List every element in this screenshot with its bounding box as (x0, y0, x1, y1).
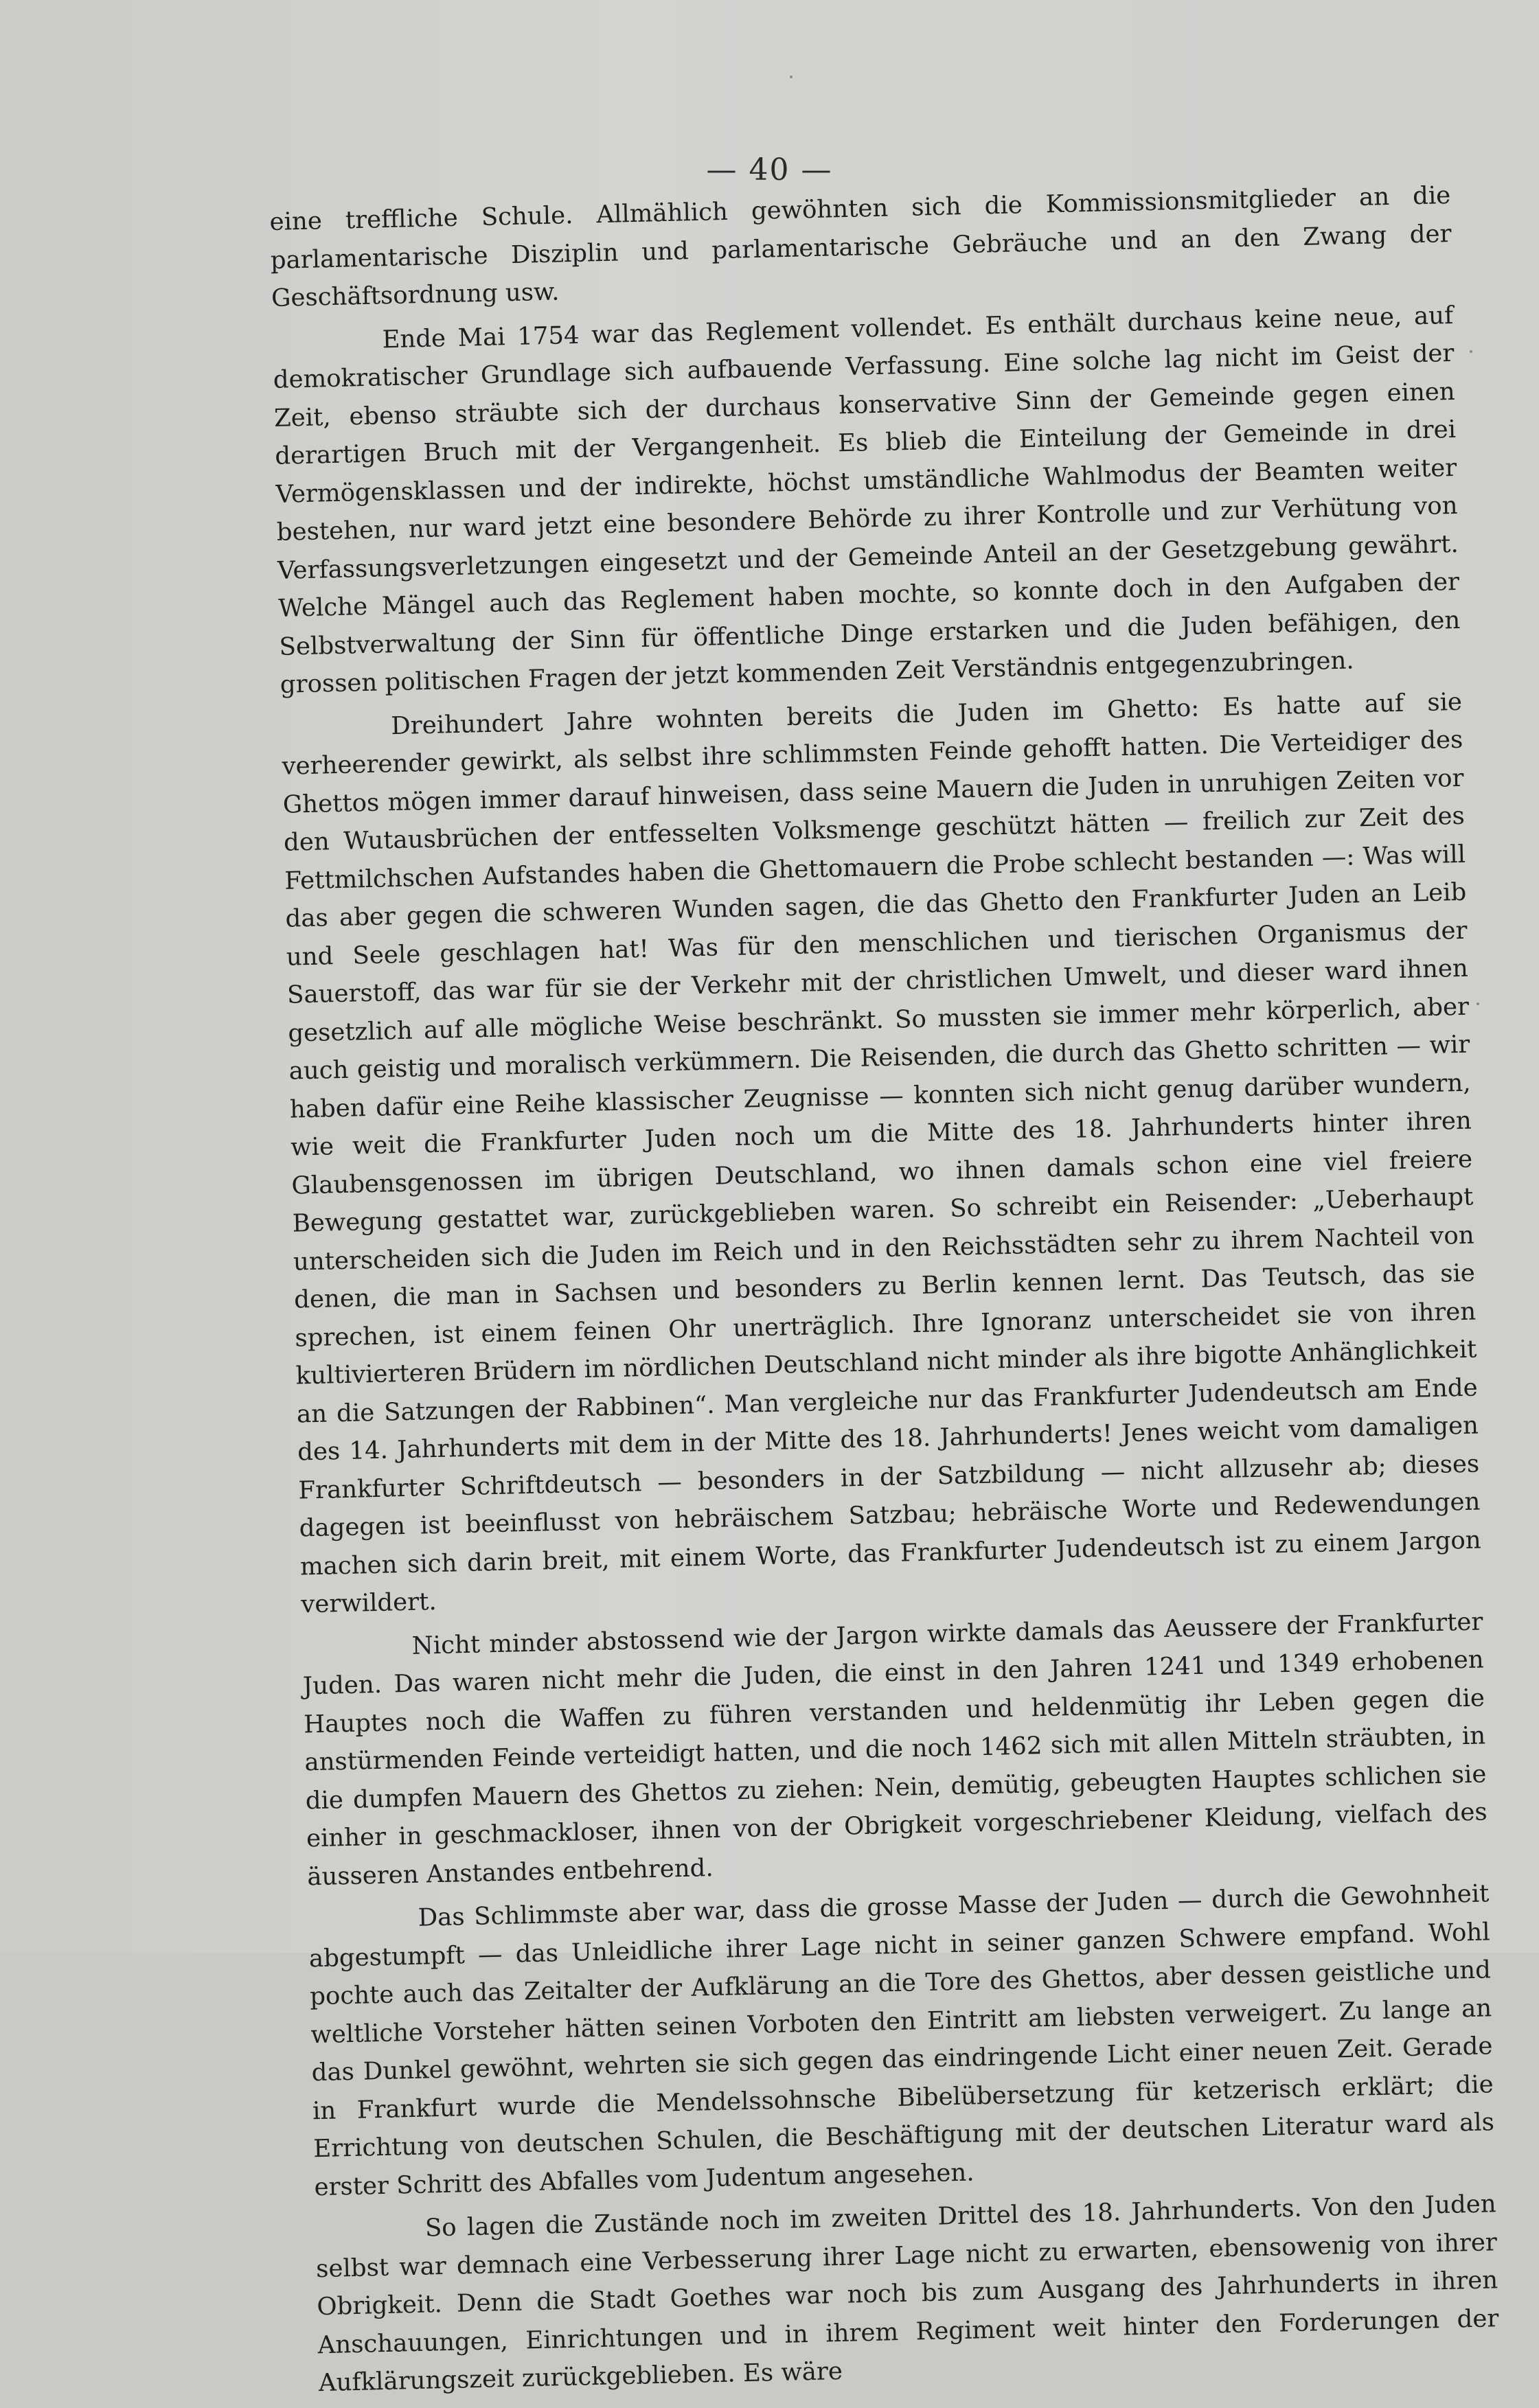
page-number: — 40 — (706, 152, 833, 187)
paragraph-1: eine treffliche Schule. Allmählich gewöhnten sich die Kommissionsmitglieder an die parlamentarische Disziplin und parlamentarische Gebräuche und an den Zwang der Geschäftsordnung usw. (269, 181, 1452, 312)
dust-speck (1477, 1002, 1479, 1005)
paragraph-3: Dreihundert Jahre wohnten bereits die Juden im Ghetto: Es hatte auf sie verheerender gewirkt, als selbst ihre schlimmsten Feinde gehofft hatten. Die Verteidiger des Ghettos mögen immer darauf hinweisen, dass seine Mauern die Juden in unruhigen Zeiten vor den Wutausbrüchen der entfesselten Volksmenge geschützt hätten — freilich zur Zeit des Fettmilchschen Aufstandes haben die Ghettomauern die Probe schlecht bestanden —: Was will das aber gegen die schweren Wunden sagen, die das Ghetto den Frankfurter Juden an Leib und Seele geschlagen hat! Was für den menschlichen und tierischen Organismus der Sauerstoff, das war für sie der Verkehr mit der christlichen Umwelt, und dieser ward ihnen gesetzlich auf alle mögliche Weise beschränkt. So mussten sie immer mehr körperlich, aber auch geistig und moralisch verkümmern. Die Reisenden, die durch das Ghetto schritten — wir haben dafür eine Reihe klassischer Zeugnisse — konnten sich nicht genug darüber wundern, wie weit die Frankfurter Juden noch um die Mitte des 18. Jahrhunderts hinter ihren Glaubensgenossen im übrigen Deutschland, wo ihnen damals schon eine viel freiere Bewegung gestattet war, zurückgeblieben waren. So schreibt ein Reisender: „Ueberhaupt unterscheiden sich die Juden im Reich und in den Reichsstädten sehr zu ihrem Nachteil von denen, die man in Sachsen und besonders zu Berlin kennen lernt. Das Teutsch, das sie sprechen, ist einem feinen Ohr unerträglich. Ihre Ignoranz unterscheidet sie von ihren kultivierteren Brüdern im nördlichen Deutschland nicht minder als ihre bigotte Anhänglichkeit an die Satzungen der Rabbinen“. Man vergleiche nur das Frankfurter Judendeutsch am Ende des 14. Jahrhunderts mit dem in der Mitte des 18. Jahrhunderts! Jenes weicht vom damaligen Frankfurter Schriftdeutsch — besonders in der Satzbildung — nicht allzusehr ab; dieses dagegen ist beeinflusst von hebräischem Satzbau; hebräische Worte und Redewendungen machen sich darin breit, mit einem Worte, das Frankfurter Judendeutsch ist zu einem Jargon verwildert. (282, 687, 1482, 1619)
paragraph-6: So lagen die Zustände noch im zweiten Drittel des 18. Jahrhunderts. Von den Juden selbst war demnach eine Verbesserung ihrer Lage nicht zu erwarten, ebensowenig von ihrer Obrigkeit. Denn die Stadt Goethes war noch bis zum Ausgang des Jahrhunderts in ihren Anschauungen, Einrichtungen und in ihrem Regiment weit hinter den Forderungen der Aufklärungszeit zurückgeblieben. Es wäre (315, 2190, 1499, 2398)
body-text (269, 176, 1500, 2408)
dust-speck (1470, 350, 1472, 353)
paragraph-5: Das Schlimmste aber war, dass die grosse Masse der Juden — durch die Gewohnheit abgestumpft — das Unleidliche ihrer Lage nicht in seiner ganzen Schwere empfand. Wohl pochte auch das Zeitalter der Aufklärung an die Tore des Ghettos, aber dessen geistliche und weltliche Vorsteher hätten seinen Vorboten den Eintritt am liebsten verweigert. Zu lange an das Dunkel gewöhnt, wehrten sie sich gegen das eindringende Licht einer neuen Zeit. Gerade in Frankfurt wurde die Mendelssohnsche Bibelübersetzung für ketzerisch erklärt; die Errichtung von deutschen Schulen, die Beschäftigung mit der deutschen Literatur ward als erster Schritt des Abfalles vom Judentum angesehen. (308, 1879, 1495, 2201)
dust-speck (790, 76, 793, 78)
paragraph-4: Nicht minder abstossend wie der Jargon wirkte damals das Aeussere der Frankfurter Juden. Das waren nicht mehr die Juden, die einst in den Jahren 1241 und 1349 erhobenen Hauptes noch die Waffen zu führen verstanden und heldenmütig ihr Leben gegen die anstürmenden Feinde verteidigt hatten, und die noch 1462 sich mit allen Mitteln sträubten, in die dumpfen Mauern des Ghettos zu ziehen: Nein, demütig, gebeugten Hauptes schlichen sie einher in geschmackloser, ihnen von der Obrigkeit vorgeschriebener Kleidung, vielfach des äusseren Anstandes entbehrend. (302, 1607, 1488, 1891)
paragraph-2: Ende Mai 1754 war das Reglement vollendet. Es enthält durchaus keine neue, auf demokratischer Grundlage sich aufbauende Verfassung. Eine solche lag nicht im Geist der Zeit, ebenso sträubte sich der durchaus konservative Sinn der Gemeinde gegen einen derartigen Bruch mit der Vergangenheit. Es blieb die Einteilung der Gemeinde in drei Vermögensklassen und der indirekte, höchst umständliche Wahlmodus der Beamten weiter bestehen, nur ward jetzt eine besondere Behörde zu ihrer Kontrolle und zur Verhütung von Verfassungsverletzungen eingesetzt und der Gemeinde Anteil an der Gesetzgebung gewährt. Welche Mängel auch das Reglement haben mochte, so konnte doch in den Aufgaben der Selbstverwaltung der Sinn für öffentliche Dinge erstarken und die Juden befähigen, den grossen politischen Fragen der jetzt kommenden Zeit Verständnis entgegenzubringen. (273, 301, 1461, 699)
